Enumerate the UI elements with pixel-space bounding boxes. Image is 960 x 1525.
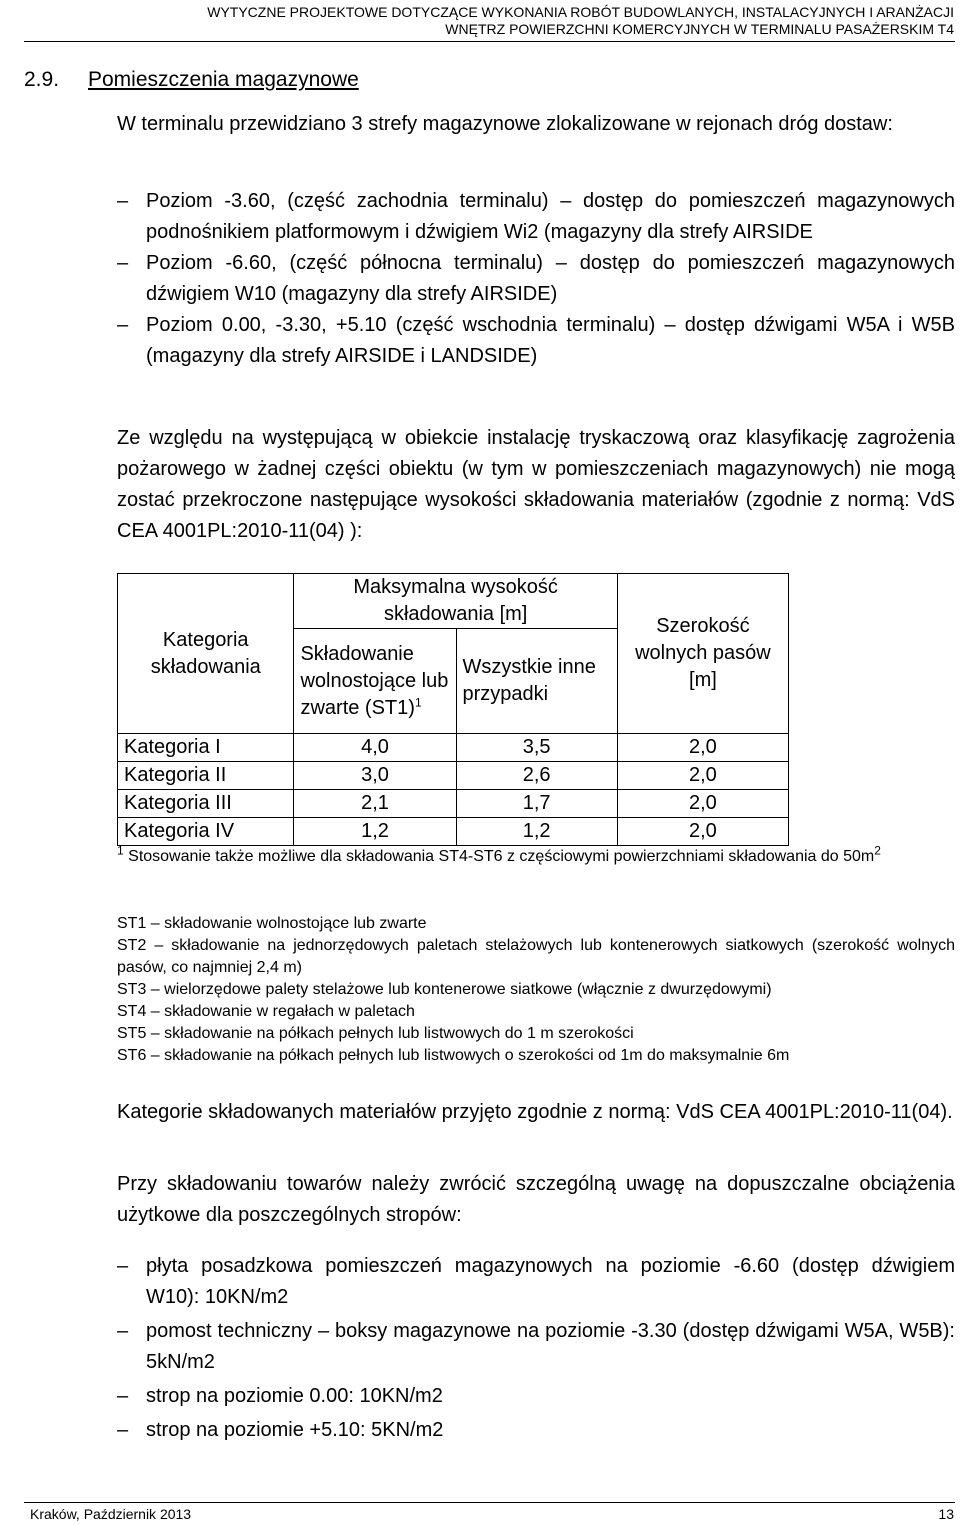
footnote-mark: 1 xyxy=(117,843,124,858)
section-heading xyxy=(24,68,359,92)
header-st1 xyxy=(294,629,456,734)
dash-bullet: – xyxy=(117,1255,129,1277)
cell-st1: 1,2 xyxy=(294,818,456,846)
levels-list xyxy=(117,186,955,372)
cell-width: 2,0 xyxy=(617,762,788,790)
page-number: 13 xyxy=(938,1506,954,1522)
list-item-text: Poziom -3.60, (część zachodnia terminalu) – dostęp do pomieszczeń magazynowych podnośnikiem platformowym i dźwigiem Wi2 (magazyny dla strefy AIRSIDE xyxy=(146,190,955,243)
legend-text: – składowanie w regałach w paletach xyxy=(150,1003,415,1020)
legend-code: ST1 xyxy=(117,915,147,932)
footnote-text: Stosowanie także możliwe dla składowania ST4-ST6 z częściowymi powierzchniami składowania do 50m xyxy=(128,848,875,865)
legend-item xyxy=(117,1045,955,1067)
list-item-text: pomost techniczny – boksy magazynowe na poziomie -3.30 (dostęp dźwigami W5A, W5B): 5kN/m2 xyxy=(146,1320,955,1373)
header-line-1: WYTYCZNE PROJEKTOWE DOTYCZĄCE WYKONANIA ROBÓT BUDOWLANYCH, INSTALACYJNYCH I ARANŻACJI xyxy=(207,4,954,20)
header-free-width: Szerokość wolnych pasów [m] xyxy=(617,574,788,734)
cell-other: 1,7 xyxy=(456,790,617,818)
dash-bullet: – xyxy=(117,1320,129,1342)
list-item-text: strop na poziomie 0.00: 10KN/m2 xyxy=(146,1385,443,1407)
header-line-2: WNĘTRZ POWIERZCHNI KOMERCYJNYCH W TERMINALU PASAŻERSKIM T4 xyxy=(445,21,954,37)
cell-st1: 4,0 xyxy=(294,734,456,762)
list-item-text: strop na poziomie +5.10: 5KN/m2 xyxy=(146,1419,444,1441)
legend-item xyxy=(117,979,955,1001)
list-item xyxy=(117,1415,955,1446)
table-row xyxy=(118,734,789,762)
section-number: 2.9. xyxy=(24,68,60,91)
loads-intro-paragraph: Przy składowaniu towarów należy zwrócić szczególną uwagę na dopuszczalne obciążenia użytkowe dla poszczególnych stropów: xyxy=(117,1173,955,1226)
legend-code: ST6 xyxy=(117,1047,147,1064)
cell-category: Kategoria II xyxy=(118,762,294,790)
dash-bullet: – xyxy=(117,314,129,336)
legend-item xyxy=(117,1001,955,1023)
cell-other: 3,5 xyxy=(456,734,617,762)
footnote-ref: 1 xyxy=(414,694,422,709)
list-item-text: Poziom -6.60, (część północna terminalu) – dostęp do pomieszczeń magazynowych dźwigiem W10 (magazyny dla strefy AIRSIDE) xyxy=(146,252,955,305)
legend-text: – składowanie na półkach pełnych lub listwowych do 1 m szerokości xyxy=(150,1025,634,1042)
header-rule xyxy=(24,41,955,42)
list-item-text: Poziom 0.00, -3.30, +5.10 (część wschodnia terminalu) – dostęp dźwigami W5A i W5B (magazyny dla strefy AIRSIDE i LANDSIDE) xyxy=(146,314,955,367)
list-item xyxy=(117,310,955,372)
intro-paragraph: W terminalu przewidziano 3 strefy magazynowe zlokalizowane w rejonach dróg dostaw: xyxy=(117,113,893,135)
footer-rule xyxy=(24,1502,955,1503)
cell-category: Kategoria III xyxy=(118,790,294,818)
page-header xyxy=(54,4,954,38)
cell-width: 2,0 xyxy=(617,790,788,818)
cell-other: 1,2 xyxy=(456,818,617,846)
legend-item xyxy=(117,935,955,979)
table-row xyxy=(118,818,789,846)
categories-paragraph: Kategorie składowanych materiałów przyjęto zgodnie z normą: VdS CEA 4001PL:2010-11(04). xyxy=(117,1101,953,1123)
section-title: Pomieszczenia magazynowe xyxy=(88,68,359,91)
cell-category: Kategoria IV xyxy=(118,818,294,846)
dash-bullet: – xyxy=(117,1385,129,1407)
storage-height-table xyxy=(117,573,789,846)
dash-bullet: – xyxy=(117,190,129,212)
header-other: Wszystkie inne przypadki xyxy=(456,629,617,734)
legend-item xyxy=(117,913,955,935)
table-footnote xyxy=(117,843,955,867)
cell-st1: 3,0 xyxy=(294,762,456,790)
dash-bullet: – xyxy=(117,252,129,274)
cell-width: 2,0 xyxy=(617,734,788,762)
loads-list xyxy=(117,1251,955,1446)
list-item xyxy=(117,1251,955,1313)
header-st1-label: Składowanie wolnostojące lub zwarte (ST1) xyxy=(300,642,449,719)
cell-category: Kategoria I xyxy=(118,734,294,762)
legend-code: ST3 xyxy=(117,981,147,998)
header-max-height: Maksymalna wysokość składowania [m] xyxy=(294,574,617,629)
cell-other: 2,6 xyxy=(456,762,617,790)
legend-code: ST4 xyxy=(117,1003,147,1020)
list-item-text: płyta posadzkowa pomieszczeń magazynowych na poziomie -6.60 (dostęp dźwigiem W10): 10KN/m2 xyxy=(146,1255,955,1308)
cell-width: 2,0 xyxy=(617,818,788,846)
storage-paragraph: Ze względu na występującą w obiekcie instalację tryskaczową oraz klasyfikację zagrożenia pożarowego w żadnej części obiektu (w tym w pomieszczeniach magazynowych) nie mogą zostać przekroczone następujące wysokości składowania materiałów (zgodnie z normą: VdS CEA 4001PL:2010-11(04) ): xyxy=(117,427,955,542)
footnote-superscript: 2 xyxy=(874,843,881,858)
list-item xyxy=(117,186,955,248)
cell-st1: 2,1 xyxy=(294,790,456,818)
dash-bullet: – xyxy=(117,1419,129,1441)
legend-text: – składowanie na półkach pełnych lub listwowych o szerokości od 1m do maksymalnie 6m xyxy=(150,1047,790,1064)
list-item xyxy=(117,1381,955,1412)
list-item xyxy=(117,1316,955,1378)
legend-text: – składowanie na jednorzędowych paletach stelażowych lub kontenerowych siatkowych (szerokość wolnych pasów, co najmniej 2,4 m) xyxy=(117,937,955,976)
table-row xyxy=(118,762,789,790)
legend-text: – wielorzędowe palety stelażowe lub kontenerowe siatkowe (włącznie z dwurzędowymi) xyxy=(150,981,772,998)
storage-type-legend xyxy=(117,913,955,1067)
legend-text: – składowanie wolnostojące lub zwarte xyxy=(150,915,427,932)
footer-place-date: Kraków, Październik 2013 xyxy=(30,1506,192,1522)
legend-code: ST2 xyxy=(117,937,147,954)
header-category: Kategoria składowania xyxy=(118,574,294,734)
list-item xyxy=(117,248,955,310)
legend-code: ST5 xyxy=(117,1025,147,1042)
legend-item xyxy=(117,1023,955,1045)
table-row xyxy=(118,790,789,818)
